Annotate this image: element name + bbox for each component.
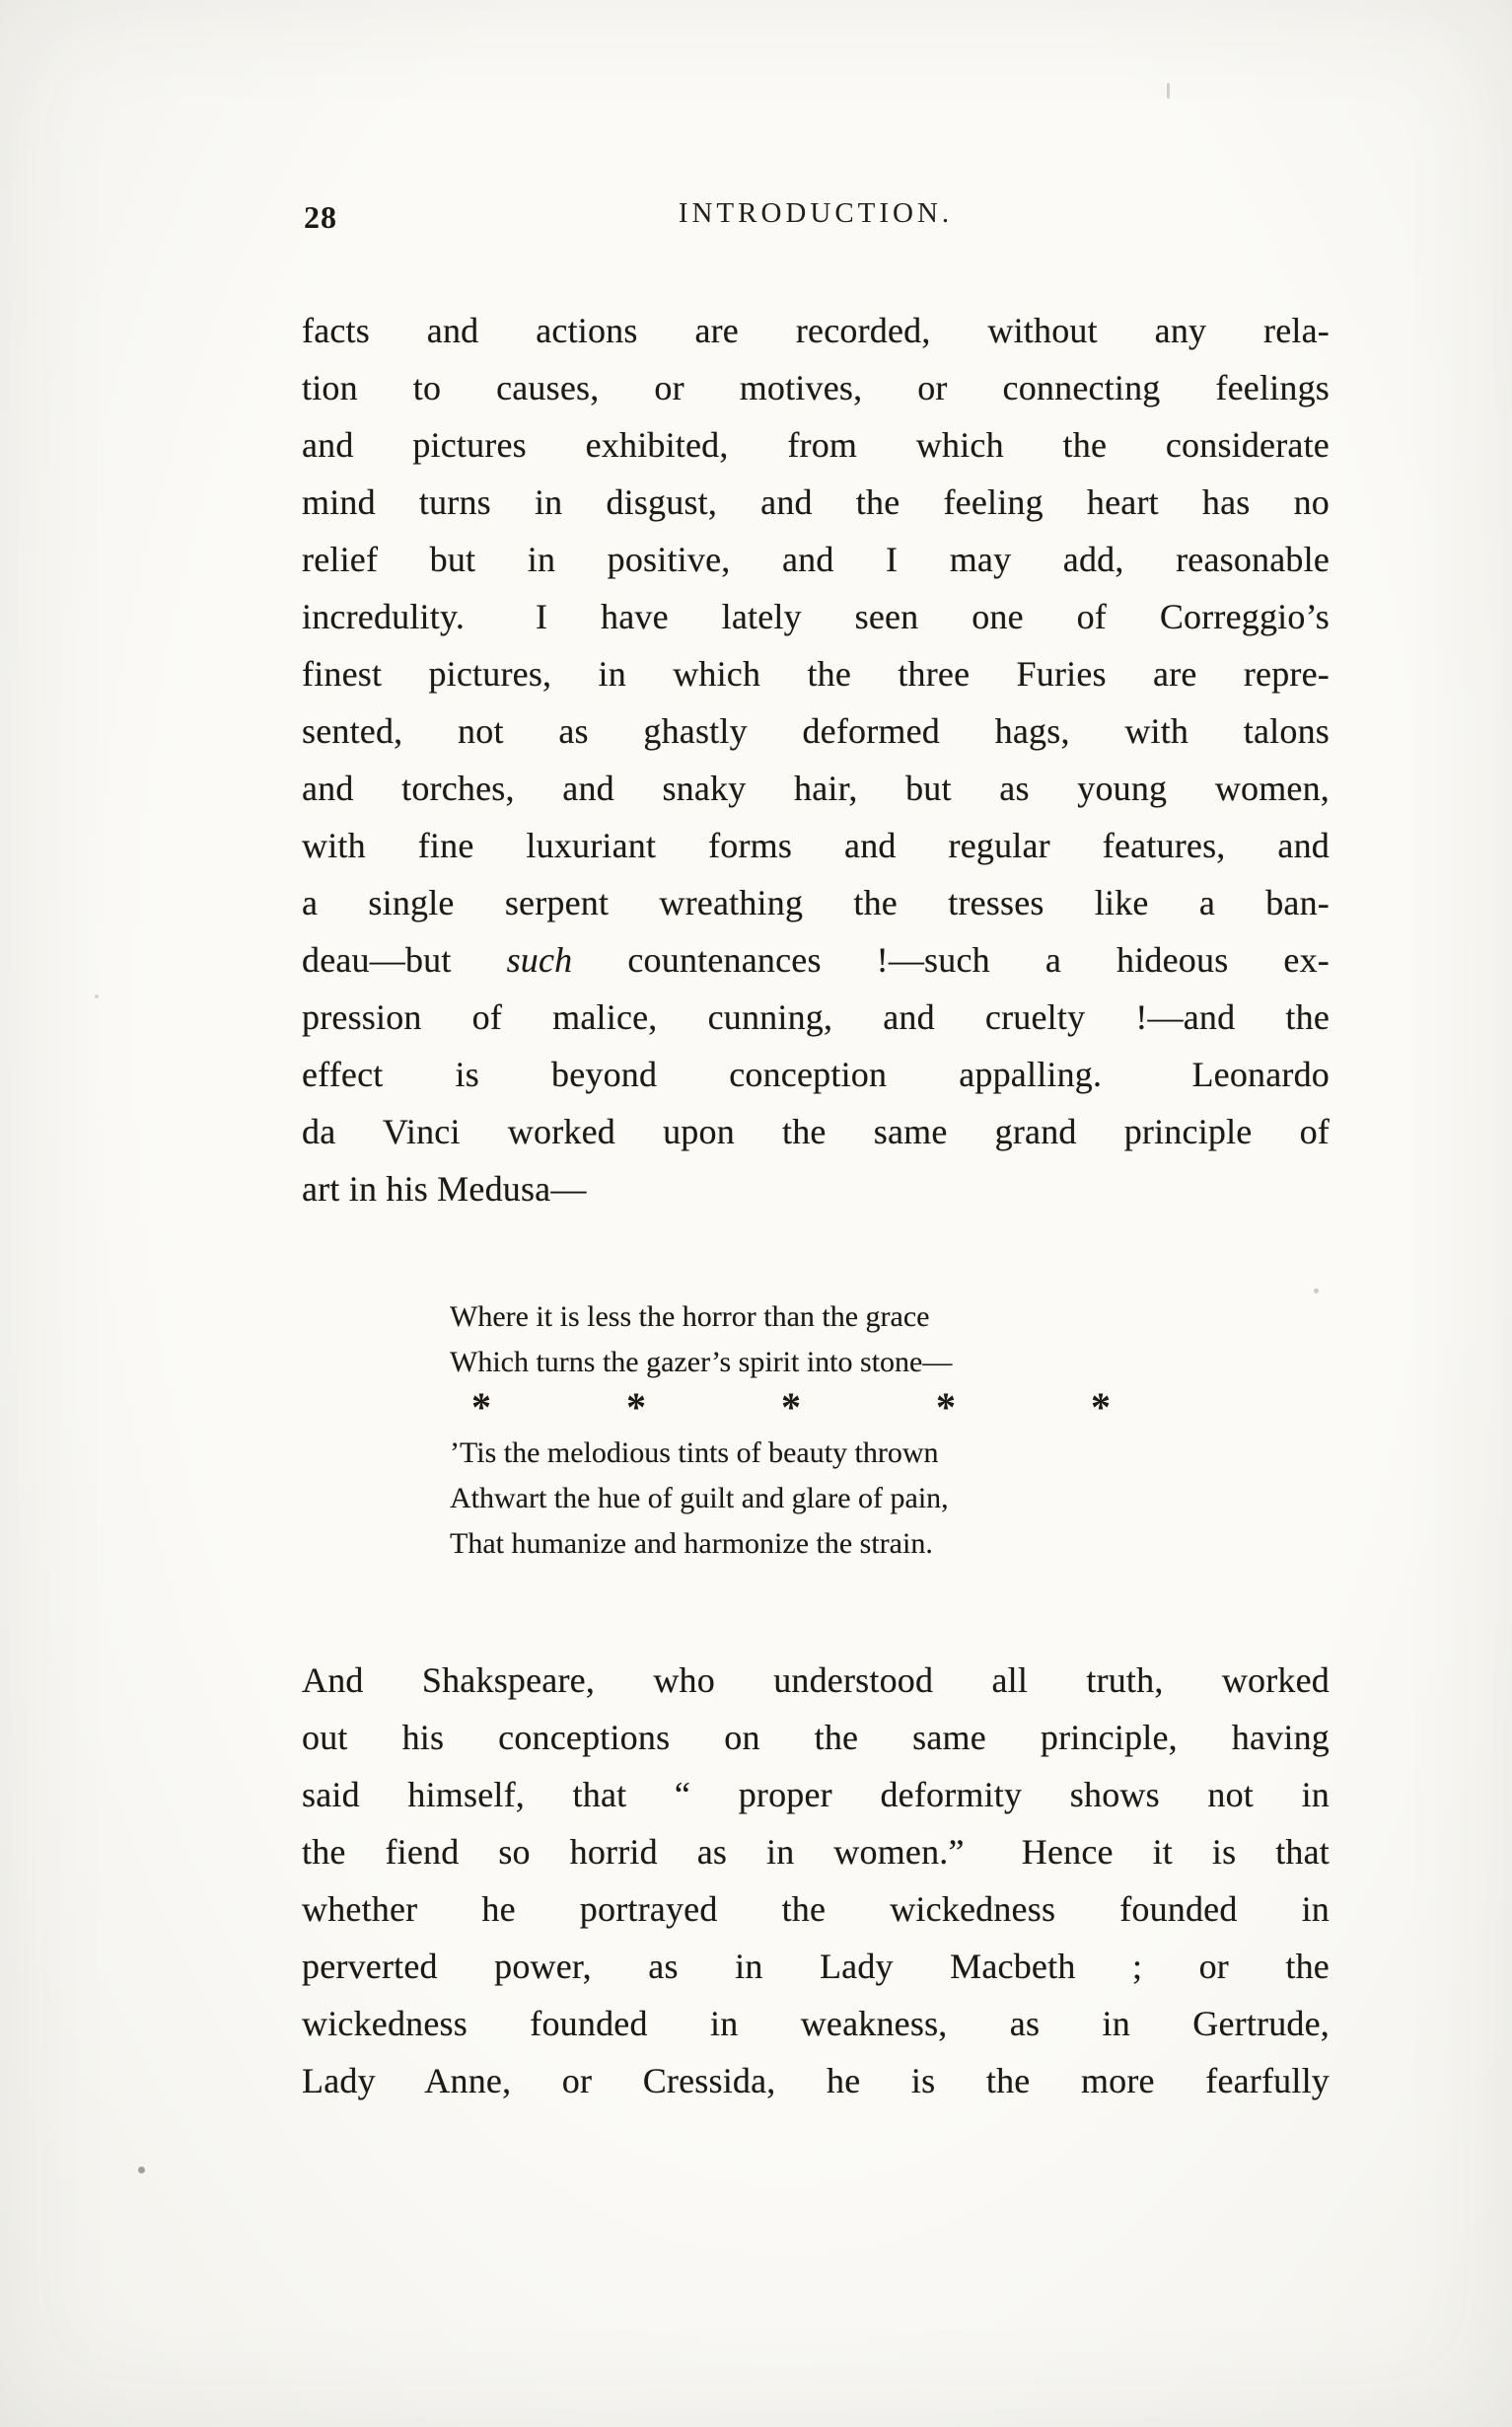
poem-line: Athwart the hue of guilt and glare of pain, <box>450 1482 949 1514</box>
text-line: and torches, and snaky hair, but as young women, <box>302 769 1330 808</box>
text-line: relief but in positive, and I may add, reasonable <box>302 540 1330 579</box>
asterisk: * <box>1091 1383 1111 1432</box>
scan-speck <box>1167 83 1170 99</box>
text-line: out his conceptions on the same principle, having <box>302 1718 1330 1757</box>
text-line: with fine luxuriant forms and regular features, and <box>302 826 1330 865</box>
poem-line: ’Tis the melodious tints of beauty thrown <box>450 1436 939 1469</box>
page-header <box>302 197 1330 239</box>
italic-word: such <box>506 940 573 980</box>
text-line: said himself, that “ proper deformity shows not in <box>302 1775 1330 1814</box>
text-line: tion to causes, or motives, or connecting feelings <box>302 368 1330 407</box>
asterisk-row <box>471 1385 1111 1431</box>
paragraph-2 <box>302 1652 1330 2109</box>
text-line: incredulity. I have lately seen one of Correggio’s <box>302 597 1330 636</box>
paragraph-1 <box>302 302 1330 1217</box>
scan-speck <box>138 2167 145 2173</box>
running-head: INTRODUCTION. <box>678 197 954 229</box>
asterisk: * <box>936 1383 956 1432</box>
poem-quote <box>450 1294 1180 1567</box>
asterisk: * <box>471 1383 491 1432</box>
poem-line: Which turns the gazer’s spirit into stone— <box>450 1346 953 1378</box>
page-number: 28 <box>304 199 337 235</box>
scan-speck <box>95 994 99 998</box>
scan-speck <box>1314 1288 1319 1293</box>
text-line: perverted power, as in Lady Macbeth ; or the <box>302 1947 1330 1986</box>
text-line: the fiend so horrid as in women.” Hence it is that <box>302 1832 1330 1872</box>
text-line: wickedness founded in weakness, as in Gertrude, <box>302 2004 1330 2043</box>
text-line: effect is beyond conception appalling. Leonardo <box>302 1055 1330 1094</box>
text-line: And Shakspeare, who understood all truth, worked <box>302 1660 1330 1700</box>
asterisk: * <box>781 1383 801 1432</box>
page-content <box>302 197 1330 2109</box>
text-line: a single serpent wreathing the tresses like a ban- <box>302 883 1330 922</box>
poem-line: That humanize and harmonize the strain. <box>450 1527 933 1560</box>
asterisk: * <box>626 1383 646 1432</box>
text-line: facts and actions are recorded, without any rela- <box>302 311 1330 350</box>
text-line: Lady Anne, or Cressida, he is the more fearfully <box>302 2061 1330 2100</box>
text-line: pression of malice, cunning, and cruelty !—and the <box>302 997 1330 1037</box>
text-line: da Vinci worked upon the same grand principle of <box>302 1112 1330 1151</box>
text-line: finest pictures, in which the three Furies are repre- <box>302 654 1330 694</box>
poem-line: Where it is less the horror than the grace <box>450 1300 930 1333</box>
text-line: and pictures exhibited, from which the considerate <box>302 425 1330 465</box>
text-line: sented, not as ghastly deformed hags, with talons <box>302 711 1330 751</box>
text-segment: deau—but <box>302 940 507 980</box>
text-line: art in his Medusa— <box>302 1169 587 1209</box>
text-line <box>302 931 1330 989</box>
text-line: whether he portrayed the wickedness founded in <box>302 1889 1330 1929</box>
text-line: mind turns in disgust, and the feeling heart has no <box>302 482 1330 522</box>
text-segment: countenances !—such a hideous ex- <box>572 940 1330 980</box>
